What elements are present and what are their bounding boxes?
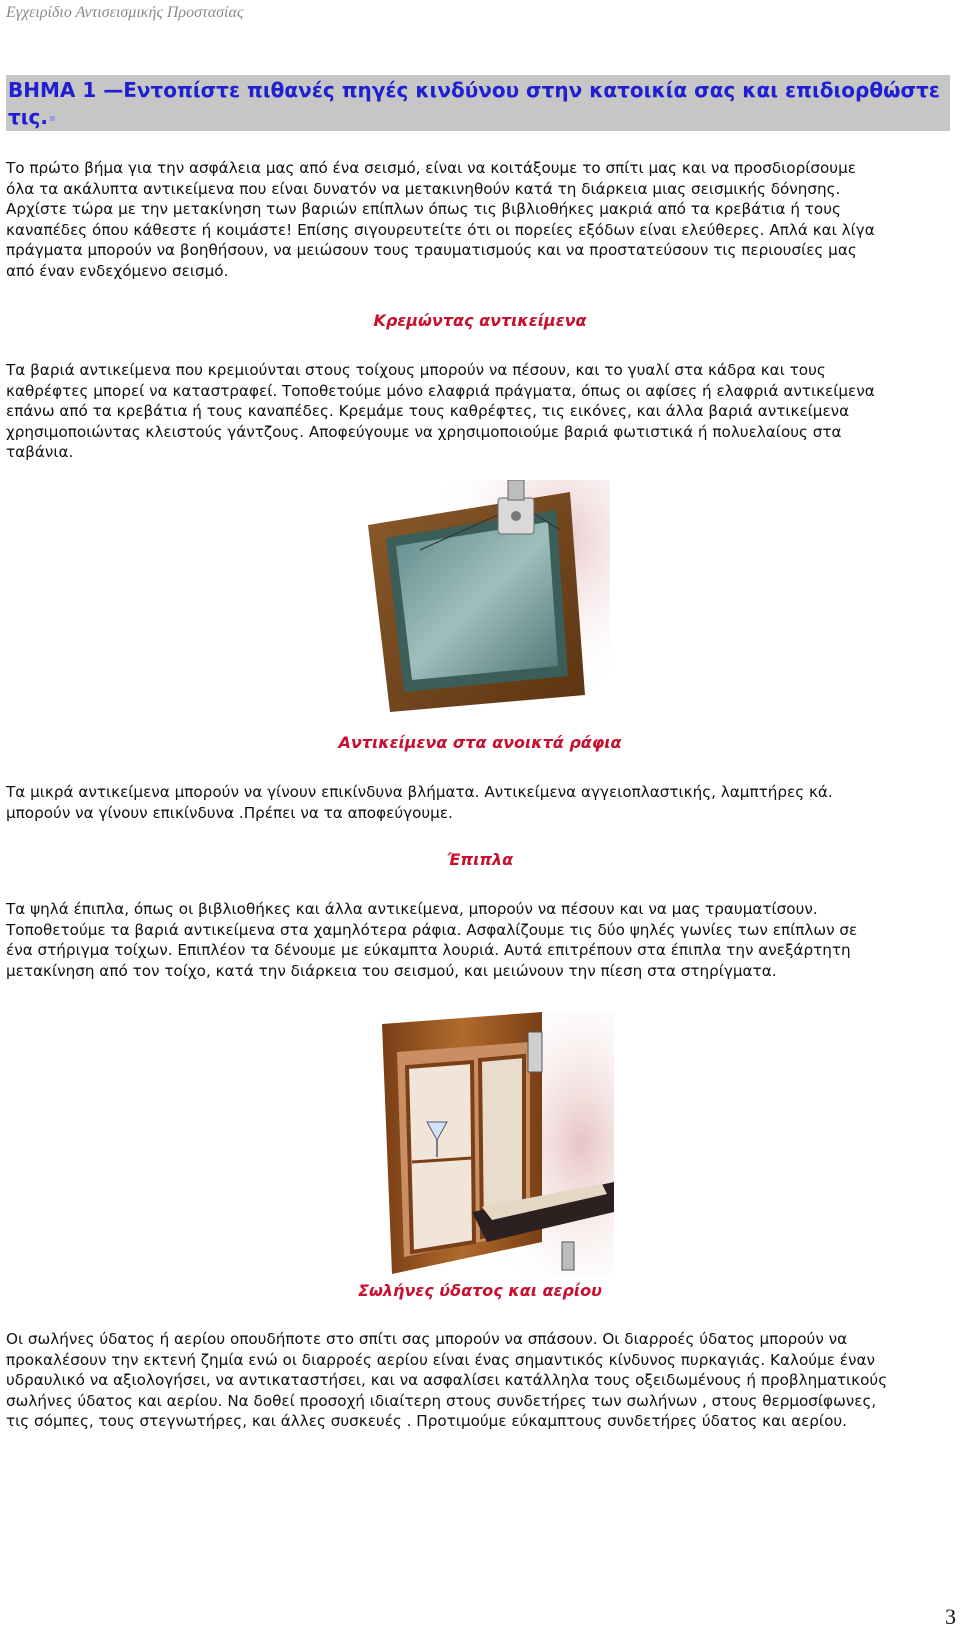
shelves-line: Τα μικρά αντικείμενα μπορούν να γίνουν επικίνδυνα βλήματα. Αντικείμενα αγγειοπλαστικής, λαμπτήρες κά. [6, 783, 833, 801]
pipes-line: Οι σωλήνες ύδατος ή αερίου οπουδήποτε στο σπίτι σας μπορούν να σπάσουν. Οι διαρροές ύδατος μπορούν να [6, 1330, 848, 1348]
section-heading-furniture: Έπιπλα [446, 850, 514, 869]
hanging-line: ταβάνια. [6, 443, 74, 461]
pipes-paragraph [6, 1329, 954, 1432]
intro-line: πράγματα μπορούν να βοηθήσουν, να μειώσουν τους τραυματισμούς και να προστατεύσουν τις περιουσίες μας [6, 241, 857, 259]
furniture-line: Τα ψηλά έπιπλα, όπως οι βιβλιοθήκες και άλλα αντικείμενα, μπορούν να πέσουν και να μας τραυματίσουν. [6, 900, 818, 918]
page-number: 3 [945, 1604, 956, 1629]
furniture-line: μετακίνηση από τον τοίχο, κατά την διάρκεια του σεισμού, και μειώνουν την πίεση στα στηρίγματα. [6, 961, 777, 980]
hanging-line: καθρέφτες μπορεί να καταστραφεί. Τοποθετούμε μόνο ελαφριά πράγματα, όπως οι αφίσες ή ελαφριά αντικείμενα [6, 381, 875, 400]
text-cursor-icon [50, 116, 55, 121]
hung-frame-illustration [360, 480, 610, 715]
shelves-line: μπορούν να γίνουν επικίνδυνα .Πρέπει να τα αποφεύγουμε. [6, 803, 453, 822]
intro-line: καναπέδες όπου κάθεστε ή κοιμάστε! Επίσης σιγουρευτείτε ότι οι πορείες εξόδων είναι ελεύθερες. Απλά και λίγα [6, 220, 875, 239]
intro-line: Το πρώτο βήμα για την ασφάλεια μας από ένα σεισμό, είναι να κοιτάξουμε το σπίτι μας και να προσδιορίσουμε [6, 159, 856, 177]
hanging-paragraph [6, 360, 954, 463]
hanging-line: Τα βαριά αντικείμενα που κρεμιούνται στους τοίχους μπορούν να πέσουν, και το γυαλί στα κάδρα και τους [6, 361, 826, 379]
furniture-line: ένα στήριγμα τοίχων. Επιπλέον τα δένουμε με εύκαμπτα λουριά. Αυτά επιτρέπουν στα έπιπλα την ανεξάρτητη [6, 941, 851, 959]
running-header: Εγχειρίδιο Αντισεισμικής Προστασίας [6, 4, 244, 21]
hanging-line: επάνω από τα κρεβάτια ή τους καναπέδες. Κρεμάμε τους καθρέφτες, τις εικόνες, και άλλα βαριά αντικείμενα [6, 402, 850, 420]
pipes-line: σωλήνες ύδατος και αερίου. Να δοθεί προσοχή ιδιαίτερη στους συνδετήρες των σωλήνων , στους θερμοσίφωνες, [6, 1391, 877, 1410]
furniture-paragraph [6, 899, 954, 981]
section-heading-hanging: Κρεμώντας αντικείμενα [373, 311, 587, 330]
intro-paragraph [6, 158, 954, 281]
furniture-line: Τοποθετούμε τα βαριά αντικείμενα στα χαμηλότερα ράφια. Ασφαλίζουμε τις δύο ψηλές γωνίες των επίπλων σε [6, 920, 858, 939]
pipes-line: τις σόμπες, τους στεγνωτήρες, και άλλες συσκευές . Προτιμούμε εύκαμπτους συνδετήρες ύδατος και αερίου. [6, 1412, 847, 1430]
intro-line: όλα τα ακάλυπτα αντικείμενα που είναι δυνατόν να μετακινηθούν κατά τη διάρκεια μιας σεισμικής δόνησης. [6, 179, 841, 198]
secured-cabinet-illustration [352, 1012, 614, 1274]
intro-line: από έναν ενδεχόμενο σεισμό. [6, 261, 229, 280]
section-heading-pipes: Σωλήνες ύδατος και αερίου [358, 1281, 602, 1300]
section-heading-shelves: Αντικείμενα στα ανοικτά ράφια [338, 733, 622, 752]
pipes-line: υδραυλικό να αξιολογήσει, να αντικαταστήσει, και να ασφαλίσει κατάλληλα τους οξειδωμένους ή προβληματικούς [6, 1371, 888, 1389]
pipes-line: προκαλέσουν την εκτενή ζημία ενώ οι διαρροές αερίου είναι ένας σημαντικός κίνδυνος πυρκαγιάς. Καλούμε έναν [6, 1350, 875, 1369]
hanging-line: χρησιμοποιώντας κλειστούς γάντζους. Αποφεύγουμε να χρησιμοποιούμε βαριά φωτιστικά ή πολυελαίους στα [6, 422, 842, 441]
step-title-text: ΒΗΜΑ 1 —Εντοπίστε πιθανές πηγές κινδύνου στην κατοικία σας και επιδιορθώστε τις. [8, 78, 940, 129]
intro-line: Αρχίστε τώρα με την μετακίνηση των βαριών επίπλων όπως τις βιβλιοθήκες μακριά από τα κρεβάτια ή τους [6, 200, 841, 218]
shelves-paragraph [6, 782, 954, 823]
step-title [6, 75, 950, 131]
